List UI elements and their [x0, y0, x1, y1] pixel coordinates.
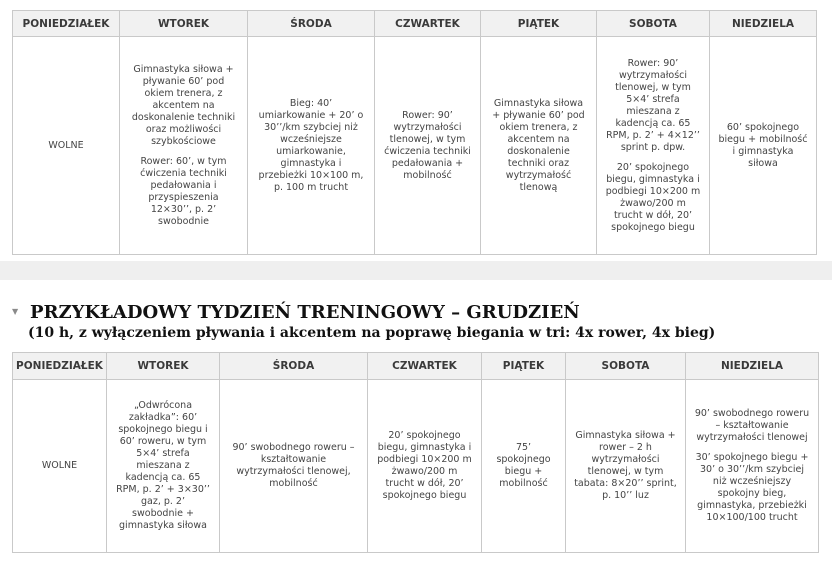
- cell-friday: [481, 37, 597, 255]
- header-row: [13, 11, 817, 37]
- section-title: PRZYKŁADOWY TYDZIEŃ TRENINGOWY – GRUDZIEŃ: [30, 302, 580, 323]
- cell-thursday: [375, 37, 481, 255]
- day-header-monday: PONIEDZIAŁEK: [13, 11, 120, 37]
- section-subtitle: (10 h, z wyłączeniem pływania i akcentem na poprawę biegania w tri: 4x rower, 4x bieg): [28, 325, 716, 341]
- table-row: [13, 380, 819, 553]
- cell-saturday: [597, 37, 710, 255]
- cell-monday: [13, 380, 107, 553]
- cell-tuesday: [107, 380, 220, 553]
- day-header-sunday: NIEDZIELA: [710, 11, 817, 37]
- day-header-sunday: NIEDZIELA: [686, 353, 819, 380]
- cell-wednesday: [248, 37, 375, 255]
- triangle-down-icon[interactable]: ▼: [12, 307, 19, 316]
- cell-friday: [482, 380, 566, 553]
- day-header-tuesday: WTOREK: [107, 353, 220, 380]
- cell-text: Rower: 90’ wytrzymałości tlenowej, w tym ćwiczenia techniki pedałowania + mobilność: [384, 109, 471, 181]
- day-header-saturday: SOBOTA: [597, 11, 710, 37]
- cell-text: Rower: 60’, w tym ćwiczenia techniki pedałowania i przyspieszenia 12×30’’, p. 2’ swobodnie: [140, 155, 227, 227]
- schedule-table-2: [12, 352, 819, 553]
- day-header-thursday: CZWARTEK: [375, 11, 481, 37]
- cell-text: Bieg: 40’ umiarkowanie + 20’ o 30’’/km szybciej niż wcześniejsze umiarkowanie, gimnastyka i przebieżki 10×100 m, p. 100 m trucht: [258, 97, 364, 193]
- cell-text: WOLNE: [48, 139, 84, 151]
- week-table-panel-1: [0, 0, 832, 261]
- cell-text: 90’ swobodnego roweru – kształtowanie wytrzymałości tlenowej, mobilność: [232, 442, 355, 489]
- cell-text: 60’ spokojnego biegu + mobilność i gimnastyka siłowa: [718, 121, 808, 169]
- day-header-wednesday: ŚRODA: [220, 353, 368, 380]
- cell-thursday: [368, 380, 482, 553]
- cell-text: 30’ spokojnego biegu + 30’ o 30’’/km szybciej niż wcześniejszy spokojny bieg, gimnastyka, przebieżki 10×100/100 trucht: [695, 452, 809, 523]
- header-row: [13, 353, 819, 380]
- day-header-monday: PONIEDZIAŁEK: [13, 353, 107, 380]
- cell-text: WOLNE: [41, 460, 78, 471]
- cell-text: 75’ spokojnego biegu + mobilność: [496, 442, 551, 489]
- day-header-friday: PIĄTEK: [481, 11, 597, 37]
- cell-monday: [13, 37, 120, 255]
- cell-tuesday: [120, 37, 248, 255]
- cell-text: „Odwrócona zakładka”: 60’ spokojnego biegu i 60’ roweru, w tym 5×4’ strefa mieszana z kadencją ca. 65 RPM, p. 2’ + 3×30’’ gaz, p. 2’ swobodnie + gimnastyka siłowa: [116, 400, 210, 531]
- day-header-tuesday: WTOREK: [120, 11, 248, 37]
- cell-text: Gimnastyka siłowa + rower – 2 h wytrzymałości tlenowej, w tym tabata: 8×20’’ sprint, p. 10’’ luz: [574, 430, 677, 501]
- schedule-table-1: [12, 10, 817, 255]
- cell-saturday: [566, 380, 686, 553]
- cell-text: Gimnastyka siłowa + pływanie 60’ pod okiem trenera, z akcentem na doskonalenie techniki oraz możliwości szybkościowe: [131, 63, 236, 147]
- cell-wednesday: [220, 380, 368, 553]
- cell-text: Rower: 90’ wytrzymałości tlenowej, w tym 5×4’ strefa mieszana z kadencją ca. 65 RPM, p. 2’ + 4×12’’ sprint p. dpw.: [606, 57, 700, 153]
- day-header-wednesday: ŚRODA: [248, 11, 375, 37]
- day-header-friday: PIĄTEK: [482, 353, 566, 380]
- table-row: [13, 37, 817, 255]
- cell-text: 20’ spokojnego biegu, gimnastyka i podbiegi 10×200 m żwawo/200 m trucht w dół, 20’ spokojnego biegu: [377, 430, 472, 501]
- cell-sunday: [710, 37, 817, 255]
- section-separator: [0, 261, 832, 280]
- day-header-saturday: SOBOTA: [566, 353, 686, 380]
- day-header-thursday: CZWARTEK: [368, 353, 482, 380]
- cell-text: 90’ swobodnego roweru – kształtowanie wytrzymałości tlenowej: [694, 408, 810, 443]
- cell-text: 20’ spokojnego biegu, gimnastyka i podbiegi 10×200 m żwawo/200 m trucht w dół, 20’ spokojnego biegu: [605, 161, 701, 233]
- cell-text: Gimnastyka siłowa + pływanie 60’ pod okiem trenera, z akcentem na doskonalenie techniki oraz wytrzymałość tlenową: [492, 97, 585, 193]
- week-table-panel-2: [0, 280, 832, 573]
- cell-sunday: [686, 380, 819, 553]
